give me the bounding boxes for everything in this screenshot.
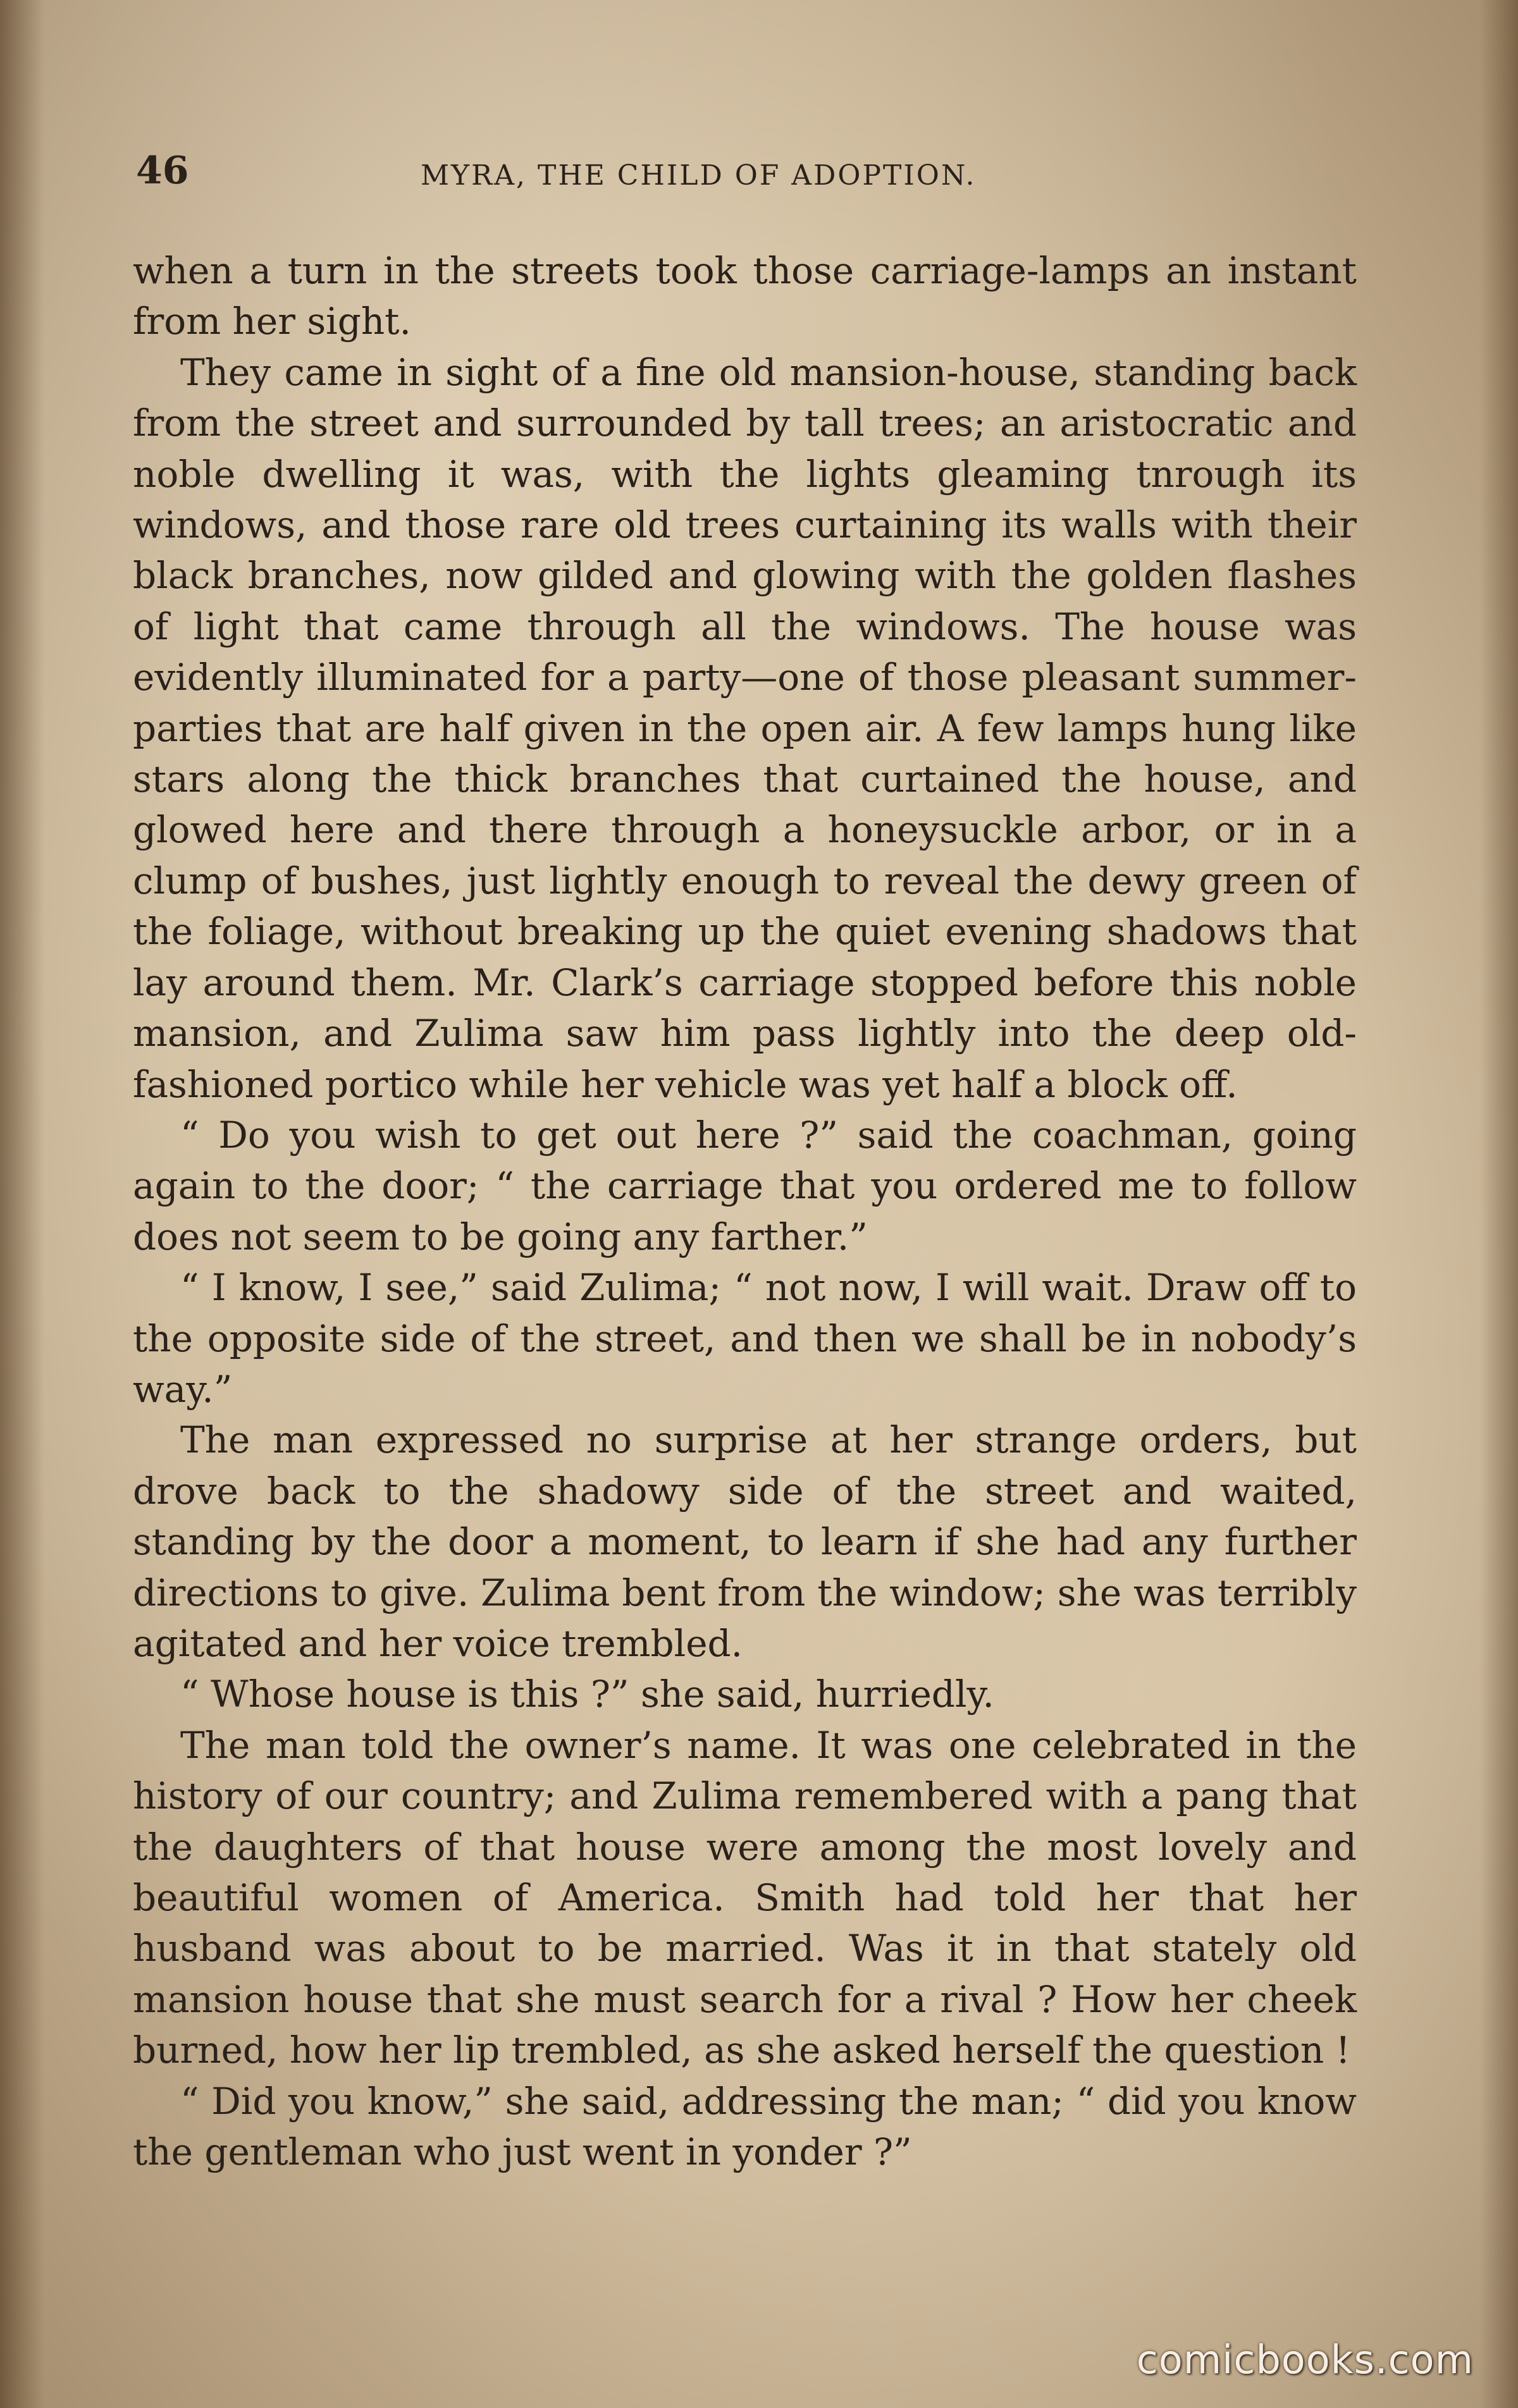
page-number: 46 (136, 149, 189, 193)
paragraph: The man expressed no surprise at her strange orders, but drove back to the shadowy side of the street and waited, standing by the door a moment, to learn if she had any further directions to give. Zulima bent from the window; she was terribly agitated and her voice trembled. (133, 1418, 1357, 1665)
paragraph: The man told the owner’s name. It was one celebrated in the history of our country; and Zulima remembered with a pang that the daughters of that house were among the most lovely and beautiful women of America. Smith had told her that her husband was about to be married. Was it in that stately old mansion house that she must search for a rival ? How her cheek burned, how her lip trembled, as she asked herself the question ! (133, 1723, 1357, 2072)
page-edge-shadow-left (0, 0, 44, 2408)
page-header (136, 145, 1363, 196)
running-head: MYRA, THE CHILD OF ADOPTION. (421, 159, 977, 192)
paragraph: “ Whose house is this ?” she said, hurriedly. (180, 1673, 994, 1716)
paragraph: They came in sight of a fine old mansion-house, standing back from the street and surrounded by tall trees; an aristocratic and noble dwelling it was, with the lights gleaming tnrough its windows, and those rare old trees curtaining its walls with their black branches, now gilded and glowing with the golden flashes of light that came through all the windows. The house was evidently illuminated for a party—one of those pleasant summer-parties that are half given in the open air. A few lamps hung like stars along the thick branches that curtained the house, and glowed here and there through a honeysuckle arbor, or in a clump of bushes, just lightly enough to reveal the dewy green of the foliage, without breaking up the quiet evening shadows that lay around them. Mr. Clark’s carriage stopped before this noble mansion, and Zulima saw him pass lightly into the deep old-fashioned portico while her vehicle was yet half a block off. (133, 350, 1357, 1106)
paragraph: “ Did you know,” she said, addressing the man; “ did you know the gentleman who just went in yonder ?” (133, 2079, 1357, 2174)
paragraph: “ I know, I see,” said Zulima; “ not now, I will wait. Draw off to the opposite side of the street, and then we shall be in nobody’s way.” (133, 1266, 1357, 1411)
paragraph: “ Do you wish to get out here ?” said the coachman, going again to the door; “ the carriage that you ordered me to follow does not seem to be going any farther.” (133, 1113, 1357, 1258)
page-edge-shadow-right (1480, 0, 1518, 2408)
watermark: comicbooks.com (1136, 2337, 1474, 2383)
paragraph: when a turn in the streets took those carriage-lamps an instant from her sight. (133, 249, 1357, 343)
body-text (133, 245, 1357, 2177)
